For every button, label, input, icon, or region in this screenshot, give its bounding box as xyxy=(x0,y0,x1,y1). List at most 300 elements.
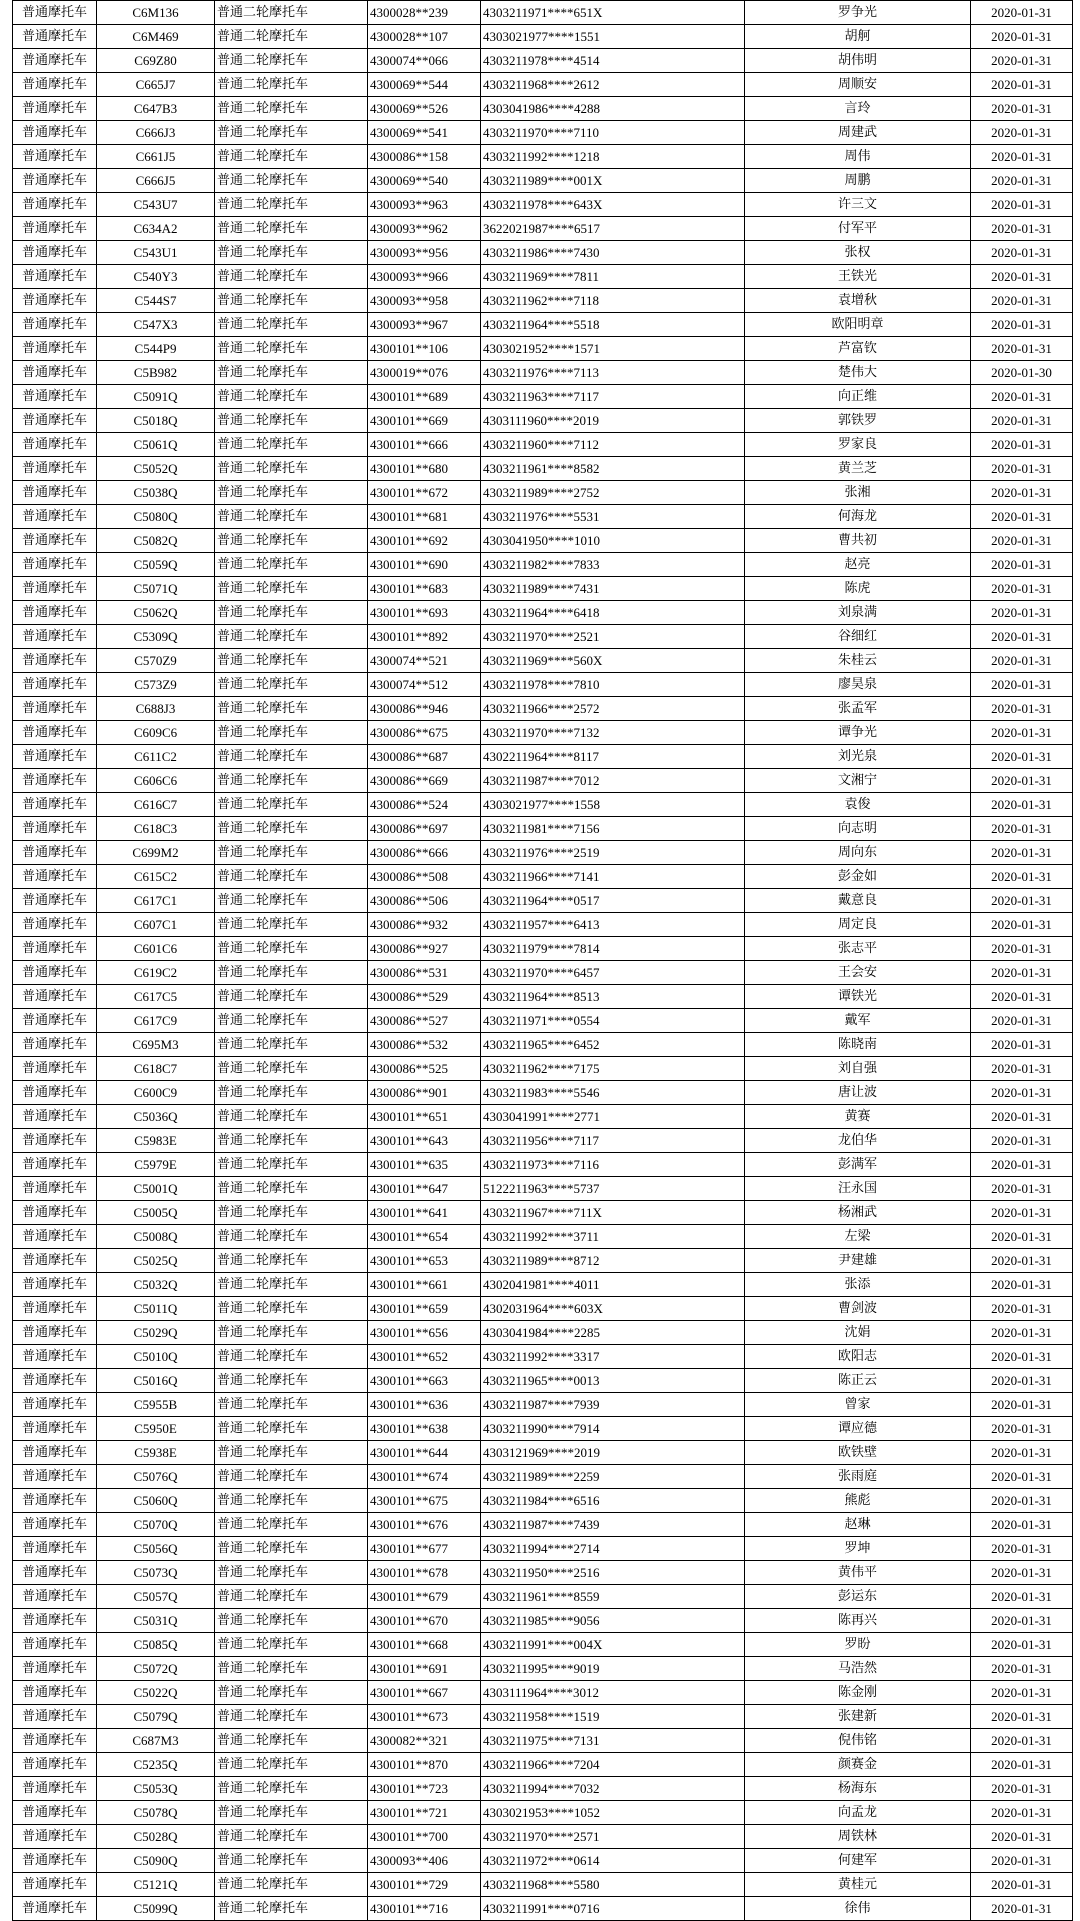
license-number-cell: 4300101**672 xyxy=(368,481,481,505)
table-row xyxy=(13,937,1073,961)
vehicle-type-cell: 普通摩托车 xyxy=(13,1177,97,1201)
license-number-cell: 4300086**524 xyxy=(368,793,481,817)
table-row xyxy=(13,385,1073,409)
id-number-cell: 4303211956****7117 xyxy=(481,1129,745,1153)
vehicle-type-cell: 普通摩托车 xyxy=(13,1753,97,1777)
vehicle-model-cell: 普通二轮摩托车 xyxy=(215,1033,368,1057)
id-number-cell: 4303211992****3317 xyxy=(481,1345,745,1369)
vehicle-type-cell: 普通摩托车 xyxy=(13,673,97,697)
license-number-cell: 4300101**106 xyxy=(368,337,481,361)
owner-name-cell: 言玲 xyxy=(745,97,971,121)
license-number-cell: 4300101**716 xyxy=(368,1897,481,1921)
vehicle-model-cell: 普通二轮摩托车 xyxy=(215,1249,368,1273)
vehicle-model-cell: 普通二轮摩托车 xyxy=(215,1441,368,1465)
license-number-cell: 4300101**673 xyxy=(368,1705,481,1729)
owner-name-cell: 谭争光 xyxy=(745,721,971,745)
date-cell: 2020-01-31 xyxy=(971,1057,1073,1081)
owner-name-cell: 黄兰芝 xyxy=(745,457,971,481)
owner-name-cell: 何建军 xyxy=(745,1849,971,1873)
id-number-cell: 4302211964****8117 xyxy=(481,745,745,769)
owner-name-cell: 袁俊 xyxy=(745,793,971,817)
vehicle-type-cell: 普通摩托车 xyxy=(13,745,97,769)
vehicle-type-cell: 普通摩托车 xyxy=(13,169,97,193)
vehicle-type-cell: 普通摩托车 xyxy=(13,577,97,601)
id-number-cell: 5122211963****5737 xyxy=(481,1177,745,1201)
owner-name-cell: 黄伟平 xyxy=(745,1561,971,1585)
id-number-cell: 4303211987****7439 xyxy=(481,1513,745,1537)
id-number-cell: 4303211978****643X xyxy=(481,193,745,217)
license-number-cell: 4300093**958 xyxy=(368,289,481,313)
owner-name-cell: 颜赛金 xyxy=(745,1753,971,1777)
license-number-cell: 4300101**721 xyxy=(368,1801,481,1825)
table-row xyxy=(13,961,1073,985)
vehicle-model-cell: 普通二轮摩托车 xyxy=(215,1393,368,1417)
date-cell: 2020-01-31 xyxy=(971,697,1073,721)
table-row xyxy=(13,1849,1073,1873)
plate-number-cell: C666J3 xyxy=(97,121,215,145)
plate-number-cell: C619C2 xyxy=(97,961,215,985)
vehicle-type-cell: 普通摩托车 xyxy=(13,409,97,433)
date-cell: 2020-01-31 xyxy=(971,1,1073,25)
date-cell: 2020-01-31 xyxy=(971,1513,1073,1537)
table-row xyxy=(13,1753,1073,1777)
plate-number-cell: C5070Q xyxy=(97,1513,215,1537)
owner-name-cell: 张添 xyxy=(745,1273,971,1297)
license-number-cell: 4300082**321 xyxy=(368,1729,481,1753)
owner-name-cell: 罗盼 xyxy=(745,1633,971,1657)
owner-name-cell: 张雨庭 xyxy=(745,1465,971,1489)
plate-number-cell: C6M469 xyxy=(97,25,215,49)
vehicle-model-cell: 普通二轮摩托车 xyxy=(215,1009,368,1033)
license-number-cell: 4300101**635 xyxy=(368,1153,481,1177)
owner-name-cell: 周铁林 xyxy=(745,1825,971,1849)
license-number-cell: 4300101**700 xyxy=(368,1825,481,1849)
license-number-cell: 4300101**692 xyxy=(368,529,481,553)
id-number-cell: 4303211962****7118 xyxy=(481,289,745,313)
plate-number-cell: C665J7 xyxy=(97,73,215,97)
license-number-cell: 4300101**679 xyxy=(368,1585,481,1609)
license-number-cell: 4300101**663 xyxy=(368,1369,481,1393)
owner-name-cell: 左梁 xyxy=(745,1225,971,1249)
id-number-cell: 4303211967****711X xyxy=(481,1201,745,1225)
date-cell: 2020-01-31 xyxy=(971,937,1073,961)
license-number-cell: 4300101**661 xyxy=(368,1273,481,1297)
table-row xyxy=(13,1,1073,25)
license-number-cell: 4300086**675 xyxy=(368,721,481,745)
id-number-cell: 4303211994****7032 xyxy=(481,1777,745,1801)
vehicle-model-cell: 普通二轮摩托车 xyxy=(215,1657,368,1681)
vehicle-type-cell: 普通摩托车 xyxy=(13,1513,97,1537)
table-row xyxy=(13,697,1073,721)
license-number-cell: 4300086**927 xyxy=(368,937,481,961)
license-number-cell: 4300086**529 xyxy=(368,985,481,1009)
owner-name-cell: 陈晓南 xyxy=(745,1033,971,1057)
vehicle-type-cell: 普通摩托车 xyxy=(13,553,97,577)
vehicle-type-cell: 普通摩托车 xyxy=(13,1345,97,1369)
id-number-cell: 4303211964****8513 xyxy=(481,985,745,1009)
id-number-cell: 4303211973****7116 xyxy=(481,1153,745,1177)
vehicle-model-cell: 普通二轮摩托车 xyxy=(215,913,368,937)
date-cell: 2020-01-31 xyxy=(971,241,1073,265)
table-row xyxy=(13,721,1073,745)
license-number-cell: 4300101**681 xyxy=(368,505,481,529)
plate-number-cell: C543U1 xyxy=(97,241,215,265)
plate-number-cell: C5005Q xyxy=(97,1201,215,1225)
id-number-cell: 4303211976****7113 xyxy=(481,361,745,385)
table-row xyxy=(13,1249,1073,1273)
vehicle-model-cell: 普通二轮摩托车 xyxy=(215,1057,368,1081)
license-number-cell: 4300069**540 xyxy=(368,169,481,193)
table-row xyxy=(13,1393,1073,1417)
date-cell: 2020-01-31 xyxy=(971,553,1073,577)
owner-name-cell: 戴意良 xyxy=(745,889,971,913)
owner-name-cell: 杨湘武 xyxy=(745,1201,971,1225)
plate-number-cell: C544P9 xyxy=(97,337,215,361)
owner-name-cell: 陈正云 xyxy=(745,1369,971,1393)
plate-number-cell: C5038Q xyxy=(97,481,215,505)
id-number-cell: 4303211991****0716 xyxy=(481,1897,745,1921)
vehicle-model-cell: 普通二轮摩托车 xyxy=(215,1825,368,1849)
id-number-cell: 4302041981****4011 xyxy=(481,1273,745,1297)
date-cell: 2020-01-31 xyxy=(971,1681,1073,1705)
date-cell: 2020-01-31 xyxy=(971,721,1073,745)
plate-number-cell: C661J5 xyxy=(97,145,215,169)
date-cell: 2020-01-31 xyxy=(971,745,1073,769)
license-number-cell: 4300101**680 xyxy=(368,457,481,481)
table-row xyxy=(13,241,1073,265)
owner-name-cell: 刘自强 xyxy=(745,1057,971,1081)
id-number-cell: 4303211962****7175 xyxy=(481,1057,745,1081)
plate-number-cell: C5085Q xyxy=(97,1633,215,1657)
date-cell: 2020-01-31 xyxy=(971,1825,1073,1849)
table-row xyxy=(13,1681,1073,1705)
owner-name-cell: 陈再兴 xyxy=(745,1609,971,1633)
plate-number-cell: C617C1 xyxy=(97,889,215,913)
license-number-cell: 4300069**544 xyxy=(368,73,481,97)
license-number-cell: 4300101**653 xyxy=(368,1249,481,1273)
vehicle-model-cell: 普通二轮摩托车 xyxy=(215,889,368,913)
plate-number-cell: C5056Q xyxy=(97,1537,215,1561)
owner-name-cell: 罗坤 xyxy=(745,1537,971,1561)
id-number-cell: 4303211964****6418 xyxy=(481,601,745,625)
plate-number-cell: C5072Q xyxy=(97,1657,215,1681)
vehicle-model-cell: 普通二轮摩托车 xyxy=(215,649,368,673)
vehicle-model-cell: 普通二轮摩托车 xyxy=(215,1297,368,1321)
owner-name-cell: 廖昊泉 xyxy=(745,673,971,697)
license-number-cell: 4300074**521 xyxy=(368,649,481,673)
vehicle-type-cell: 普通摩托车 xyxy=(13,841,97,865)
vehicle-type-cell: 普通摩托车 xyxy=(13,313,97,337)
vehicle-type-cell: 普通摩托车 xyxy=(13,265,97,289)
date-cell: 2020-01-31 xyxy=(971,1849,1073,1873)
license-number-cell: 4300101**668 xyxy=(368,1633,481,1657)
vehicle-type-cell: 普通摩托车 xyxy=(13,769,97,793)
vehicle-model-cell: 普通二轮摩托车 xyxy=(215,265,368,289)
id-number-cell: 4303211950****2516 xyxy=(481,1561,745,1585)
plate-number-cell: C5235Q xyxy=(97,1753,215,1777)
id-number-cell: 4303021952****1571 xyxy=(481,337,745,361)
owner-name-cell: 向志明 xyxy=(745,817,971,841)
plate-number-cell: C688J3 xyxy=(97,697,215,721)
plate-number-cell: C5057Q xyxy=(97,1585,215,1609)
id-number-cell: 4303211961****8559 xyxy=(481,1585,745,1609)
vehicle-type-cell: 普通摩托车 xyxy=(13,985,97,1009)
date-cell: 2020-01-31 xyxy=(971,1033,1073,1057)
vehicle-type-cell: 普通摩托车 xyxy=(13,1105,97,1129)
plate-number-cell: C5010Q xyxy=(97,1345,215,1369)
vehicle-model-cell: 普通二轮摩托车 xyxy=(215,49,368,73)
owner-name-cell: 付军平 xyxy=(745,217,971,241)
plate-number-cell: C618C7 xyxy=(97,1057,215,1081)
vehicle-model-cell: 普通二轮摩托车 xyxy=(215,241,368,265)
plate-number-cell: C601C6 xyxy=(97,937,215,961)
license-number-cell: 4300093**966 xyxy=(368,265,481,289)
vehicle-model-cell: 普通二轮摩托车 xyxy=(215,697,368,721)
table-row xyxy=(13,601,1073,625)
table-row xyxy=(13,553,1073,577)
table-row xyxy=(13,1561,1073,1585)
license-number-cell: 4300069**526 xyxy=(368,97,481,121)
license-number-cell: 4300086**697 xyxy=(368,817,481,841)
vehicle-type-cell: 普通摩托车 xyxy=(13,193,97,217)
table-row xyxy=(13,1489,1073,1513)
id-number-cell: 4303211982****7833 xyxy=(481,553,745,577)
id-number-cell: 4303211989****2752 xyxy=(481,481,745,505)
license-number-cell: 4300101**723 xyxy=(368,1777,481,1801)
vehicle-type-cell: 普通摩托车 xyxy=(13,1249,97,1273)
plate-number-cell: C5059Q xyxy=(97,553,215,577)
vehicle-model-cell: 普通二轮摩托车 xyxy=(215,289,368,313)
table-row xyxy=(13,841,1073,865)
plate-number-cell: C5078Q xyxy=(97,1801,215,1825)
vehicle-type-cell: 普通摩托车 xyxy=(13,1,97,25)
id-number-cell: 4303211957****6413 xyxy=(481,913,745,937)
date-cell: 2020-01-31 xyxy=(971,769,1073,793)
date-cell: 2020-01-31 xyxy=(971,1777,1073,1801)
date-cell: 2020-01-31 xyxy=(971,841,1073,865)
vehicle-model-cell: 普通二轮摩托车 xyxy=(215,553,368,577)
owner-name-cell: 楚伟大 xyxy=(745,361,971,385)
license-number-cell: 4300101**670 xyxy=(368,1609,481,1633)
license-number-cell: 4300069**541 xyxy=(368,121,481,145)
table-row xyxy=(13,1465,1073,1489)
owner-name-cell: 赵琳 xyxy=(745,1513,971,1537)
plate-number-cell: C570Z9 xyxy=(97,649,215,673)
owner-name-cell: 曹剑波 xyxy=(745,1297,971,1321)
plate-number-cell: C5080Q xyxy=(97,505,215,529)
id-number-cell: 4303021977****1551 xyxy=(481,25,745,49)
id-number-cell: 4303211989****7431 xyxy=(481,577,745,601)
vehicle-type-cell: 普通摩托车 xyxy=(13,1585,97,1609)
plate-number-cell: C5091Q xyxy=(97,385,215,409)
date-cell: 2020-01-31 xyxy=(971,433,1073,457)
license-number-cell: 4300086**901 xyxy=(368,1081,481,1105)
date-cell: 2020-01-31 xyxy=(971,1177,1073,1201)
vehicle-type-cell: 普通摩托车 xyxy=(13,1081,97,1105)
table-row xyxy=(13,865,1073,889)
table-row xyxy=(13,121,1073,145)
plate-number-cell: C69Z80 xyxy=(97,49,215,73)
vehicle-model-cell: 普通二轮摩托车 xyxy=(215,1561,368,1585)
vehicle-type-cell: 普通摩托车 xyxy=(13,1825,97,1849)
id-number-cell: 4303041991****2771 xyxy=(481,1105,745,1129)
vehicle-model-cell: 普通二轮摩托车 xyxy=(215,1753,368,1777)
owner-name-cell: 倪伟铭 xyxy=(745,1729,971,1753)
owner-name-cell: 向孟龙 xyxy=(745,1801,971,1825)
vehicle-type-cell: 普通摩托车 xyxy=(13,1801,97,1825)
id-number-cell: 4303211989****2259 xyxy=(481,1465,745,1489)
date-cell: 2020-01-31 xyxy=(971,25,1073,49)
vehicle-model-cell: 普通二轮摩托车 xyxy=(215,1417,368,1441)
plate-number-cell: C5018Q xyxy=(97,409,215,433)
owner-name-cell: 张志平 xyxy=(745,937,971,961)
table-row xyxy=(13,1177,1073,1201)
vehicle-model-cell: 普通二轮摩托车 xyxy=(215,1489,368,1513)
vehicle-model-cell: 普通二轮摩托车 xyxy=(215,481,368,505)
date-cell: 2020-01-31 xyxy=(971,1417,1073,1441)
table-row xyxy=(13,361,1073,385)
owner-name-cell: 欧阳志 xyxy=(745,1345,971,1369)
owner-name-cell: 杨海东 xyxy=(745,1777,971,1801)
vehicle-model-cell: 普通二轮摩托车 xyxy=(215,745,368,769)
date-cell: 2020-01-31 xyxy=(971,1705,1073,1729)
date-cell: 2020-01-31 xyxy=(971,961,1073,985)
vehicle-model-cell: 普通二轮摩托车 xyxy=(215,1897,368,1921)
vehicle-model-cell: 普通二轮摩托车 xyxy=(215,817,368,841)
table-row xyxy=(13,193,1073,217)
owner-name-cell: 彭满军 xyxy=(745,1153,971,1177)
id-number-cell: 4303211991****004X xyxy=(481,1633,745,1657)
vehicle-type-cell: 普通摩托车 xyxy=(13,1441,97,1465)
date-cell: 2020-01-31 xyxy=(971,1873,1073,1897)
table-row xyxy=(13,73,1073,97)
vehicle-model-cell: 普通二轮摩托车 xyxy=(215,1801,368,1825)
owner-name-cell: 袁增秋 xyxy=(745,289,971,313)
license-number-cell: 4300101**870 xyxy=(368,1753,481,1777)
vehicle-model-cell: 普通二轮摩托车 xyxy=(215,121,368,145)
date-cell: 2020-01-31 xyxy=(971,601,1073,625)
table-row xyxy=(13,529,1073,553)
owner-name-cell: 郭铁罗 xyxy=(745,409,971,433)
owner-name-cell: 朱桂云 xyxy=(745,649,971,673)
owner-name-cell: 文湘宁 xyxy=(745,769,971,793)
vehicle-model-cell: 普通二轮摩托车 xyxy=(215,313,368,337)
table-row xyxy=(13,337,1073,361)
vehicle-type-cell: 普通摩托车 xyxy=(13,1273,97,1297)
id-number-cell: 4303211970****2521 xyxy=(481,625,745,649)
vehicle-type-cell: 普通摩托车 xyxy=(13,1009,97,1033)
id-number-cell: 4303211969****560X xyxy=(481,649,745,673)
license-number-cell: 4300101**656 xyxy=(368,1321,481,1345)
table-row xyxy=(13,409,1073,433)
plate-number-cell: C618C3 xyxy=(97,817,215,841)
vehicle-model-cell: 普通二轮摩托车 xyxy=(215,1873,368,1897)
license-number-cell: 4300101**675 xyxy=(368,1489,481,1513)
vehicle-model-cell: 普通二轮摩托车 xyxy=(215,145,368,169)
license-number-cell: 4300101**644 xyxy=(368,1441,481,1465)
vehicle-type-cell: 普通摩托车 xyxy=(13,1057,97,1081)
table-row xyxy=(13,1129,1073,1153)
date-cell: 2020-01-31 xyxy=(971,97,1073,121)
vehicle-model-cell: 普通二轮摩托车 xyxy=(215,625,368,649)
date-cell: 2020-01-31 xyxy=(971,1801,1073,1825)
vehicle-type-cell: 普通摩托车 xyxy=(13,121,97,145)
plate-number-cell: C5053Q xyxy=(97,1777,215,1801)
vehicle-model-cell: 普通二轮摩托车 xyxy=(215,433,368,457)
date-cell: 2020-01-31 xyxy=(971,649,1073,673)
table-row xyxy=(13,745,1073,769)
table-row xyxy=(13,1417,1073,1441)
table-row xyxy=(13,985,1073,1009)
table-row xyxy=(13,1585,1073,1609)
table-row xyxy=(13,97,1073,121)
id-number-cell: 4303111960****2019 xyxy=(481,409,745,433)
owner-name-cell: 周向东 xyxy=(745,841,971,865)
table-row xyxy=(13,313,1073,337)
table-row xyxy=(13,1609,1073,1633)
date-cell: 2020-01-31 xyxy=(971,913,1073,937)
owner-name-cell: 彭金如 xyxy=(745,865,971,889)
license-number-cell: 4300086**531 xyxy=(368,961,481,985)
plate-number-cell: C5099Q xyxy=(97,1897,215,1921)
owner-name-cell: 欧铁壁 xyxy=(745,1441,971,1465)
plate-number-cell: C5076Q xyxy=(97,1465,215,1489)
table-row xyxy=(13,1873,1073,1897)
vehicle-type-cell: 普通摩托车 xyxy=(13,481,97,505)
plate-number-cell: C573Z9 xyxy=(97,673,215,697)
vehicle-model-cell: 普通二轮摩托车 xyxy=(215,1177,368,1201)
vehicle-type-cell: 普通摩托车 xyxy=(13,961,97,985)
owner-name-cell: 张湘 xyxy=(745,481,971,505)
plate-number-cell: C5036Q xyxy=(97,1105,215,1129)
plate-number-cell: C615C2 xyxy=(97,865,215,889)
id-number-cell: 4303111964****3012 xyxy=(481,1681,745,1705)
table-row xyxy=(13,1633,1073,1657)
license-number-cell: 4300101**636 xyxy=(368,1393,481,1417)
date-cell: 2020-01-31 xyxy=(971,1081,1073,1105)
license-number-cell: 4300086**532 xyxy=(368,1033,481,1057)
owner-name-cell: 王铁光 xyxy=(745,265,971,289)
owner-name-cell: 彭运东 xyxy=(745,1585,971,1609)
plate-number-cell: C687M3 xyxy=(97,1729,215,1753)
id-number-cell: 4303211960****7112 xyxy=(481,433,745,457)
owner-name-cell: 芦富钦 xyxy=(745,337,971,361)
date-cell: 2020-01-31 xyxy=(971,1369,1073,1393)
date-cell: 2020-01-31 xyxy=(971,1537,1073,1561)
license-number-cell: 4300101**643 xyxy=(368,1129,481,1153)
motorcycle-registration-table xyxy=(12,0,1073,1921)
vehicle-model-cell: 普通二轮摩托车 xyxy=(215,505,368,529)
id-number-cell: 4303211963****7117 xyxy=(481,385,745,409)
id-number-cell: 4303211978****7810 xyxy=(481,673,745,697)
date-cell: 2020-01-31 xyxy=(971,865,1073,889)
owner-name-cell: 刘光泉 xyxy=(745,745,971,769)
id-number-cell: 4303211971****0554 xyxy=(481,1009,745,1033)
vehicle-type-cell: 普通摩托车 xyxy=(13,697,97,721)
vehicle-model-cell: 普通二轮摩托车 xyxy=(215,361,368,385)
table-row xyxy=(13,673,1073,697)
id-number-cell: 4303211989****8712 xyxy=(481,1249,745,1273)
date-cell: 2020-01-31 xyxy=(971,193,1073,217)
owner-name-cell: 谷细红 xyxy=(745,625,971,649)
id-number-cell: 4303211985****9056 xyxy=(481,1609,745,1633)
id-number-cell: 4303211965****6452 xyxy=(481,1033,745,1057)
plate-number-cell: C5079Q xyxy=(97,1705,215,1729)
plate-number-cell: C5016Q xyxy=(97,1369,215,1393)
id-number-cell: 4303211970****2571 xyxy=(481,1825,745,1849)
vehicle-model-cell: 普通二轮摩托车 xyxy=(215,337,368,361)
id-number-cell: 4303211965****0013 xyxy=(481,1369,745,1393)
